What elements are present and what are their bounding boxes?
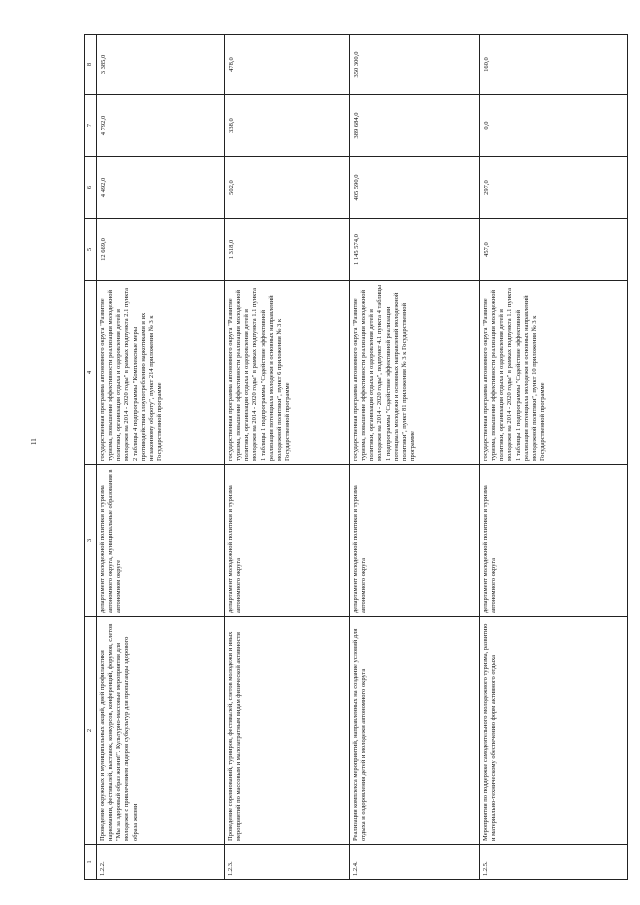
- column-header: 8: [85, 35, 97, 95]
- program-cell: государственная программа автономного округа "Развитие туризма, повышение эффективности реализации молодежной политики, организация отдыха и оздоровления детей и молодежи на 2014 - 2020 годы" в рамках подпункта 1.1 пункта 1 таблицы 1 подпрограммы "Содействие эффективной реализации потенциала молодежи и основных направлений молодежной политики", пункт 10 приложения № 3 к Государственной программе: [480, 281, 628, 465]
- row-code: 1.2.2.: [97, 845, 225, 880]
- activity-cell: Мероприятия по поддержке самодеятельного молодежного туризма, развитию и материально-техническому обеспечению форм активного отдыха: [480, 617, 628, 845]
- executor-cell: департамент молодежной политики и туризма автономного округа: [350, 465, 480, 617]
- value-total: 1 145 574,0: [350, 219, 480, 281]
- value-total: 1 318,0: [225, 219, 350, 281]
- activity-cell: Проведение окружных и муниципальных акций, дней профилактики наркомании, фестивалей, выставок, конкурсов, конференций, форумов, слетов "Мы за здоровый образ жизни!". Культурно-массовые мероприятия для молодежи с привлечением лидеров субкультур для пропаганды здорового образа жизни: [97, 617, 225, 845]
- value-year-3: 478,0: [225, 35, 350, 95]
- value-year-2: 0,0: [480, 95, 628, 157]
- column-header: 4: [85, 281, 97, 465]
- executor-cell: департамент молодежной политики и туризма автономного округа, муниципальные образования в автономном округе: [97, 465, 225, 617]
- value-year-1: 4 492,0: [97, 157, 225, 219]
- program-cell: государственная программа автономного округа "Развитие туризма, повышение эффективности реализации молодежной политики, организация отдыха и оздоровления детей и молодежи на 2014 - 2020 годы" в рамках подпункта 1.1 пункта 1 таблицы 1 подпрограммы "Содействие эффективной реализации потенциала молодежи и основных направлений молодежной политики", пункт 6 приложения № 3 к Государственной программе: [225, 281, 350, 465]
- column-header: 1: [85, 845, 97, 880]
- row-code: 1.2.3.: [225, 845, 350, 880]
- column-header: 3: [85, 465, 97, 617]
- value-year-2: 4 792,0: [97, 95, 225, 157]
- activity-cell: Проведение соревнований, турниров, фестивалей, слетов молодежи и иных мероприятий по массовым и малозатратным видам физической активности: [225, 617, 350, 845]
- value-total: 12 669,0: [97, 219, 225, 281]
- program-table: [84, 34, 628, 880]
- table-row: [225, 35, 350, 880]
- value-year-3: 160,0: [480, 35, 628, 95]
- column-header: 7: [85, 95, 97, 157]
- value-total: 457,0: [480, 219, 628, 281]
- table-row: [97, 35, 225, 880]
- program-cell: государственная программа автономного округа "Развитие туризма, повышение эффективности реализации молодежной политики, организация отдыха и оздоровления детей и молодежи на 2014 - 2020 годы" в рамках подпункта 2.1 пункта 2 таблицы 4 подпрограммы "Комплексные меры противодействия злоупотреблению наркотиками и их незаконному обороту", пункт 214 приложения № 3 к Государственной программе: [97, 281, 225, 465]
- column-header: 2: [85, 617, 97, 845]
- value-year-2: 338,0: [225, 95, 350, 157]
- executor-cell: департамент молодежной политики и туризма автономного округа: [480, 465, 628, 617]
- value-year-2: 389 684,0: [350, 95, 480, 157]
- value-year-1: 297,0: [480, 157, 628, 219]
- column-header: 5: [85, 219, 97, 281]
- column-number-header: [85, 35, 97, 880]
- value-year-3: 3 385,0: [97, 35, 225, 95]
- row-code: 1.2.4.: [350, 845, 480, 880]
- document-page: [84, 35, 628, 880]
- value-year-1: 405 590,0: [350, 157, 480, 219]
- program-cell: государственная программа автономного округа "Развитие туризма, повышение эффективности реализации молодежной политики, организация отдыха и оздоровления детей и молодежи на 2014 - 2020 годы", подпункт 4.1 пункта 4 таблицы 1 подпрограммы "Содействие эффективной реализации потенциала молодежи и основных направлений молодежной политики", пункт 81 приложения № 3 к Государственной программе: [350, 281, 480, 465]
- value-year-3: 350 300,0: [350, 35, 480, 95]
- row-code: 1.2.5.: [480, 845, 628, 880]
- value-year-1: 502,0: [225, 157, 350, 219]
- table-row: [350, 35, 480, 880]
- activity-cell: Реализация комплекса мероприятий, направленных на создание условий для отдыха и оздоровления детей и молодежи автономного округа: [350, 617, 480, 845]
- executor-cell: департамент молодежной политики и туризма автономного округа: [225, 465, 350, 617]
- column-header: 6: [85, 157, 97, 219]
- table-row: [480, 35, 628, 880]
- page-number: 11: [30, 438, 38, 445]
